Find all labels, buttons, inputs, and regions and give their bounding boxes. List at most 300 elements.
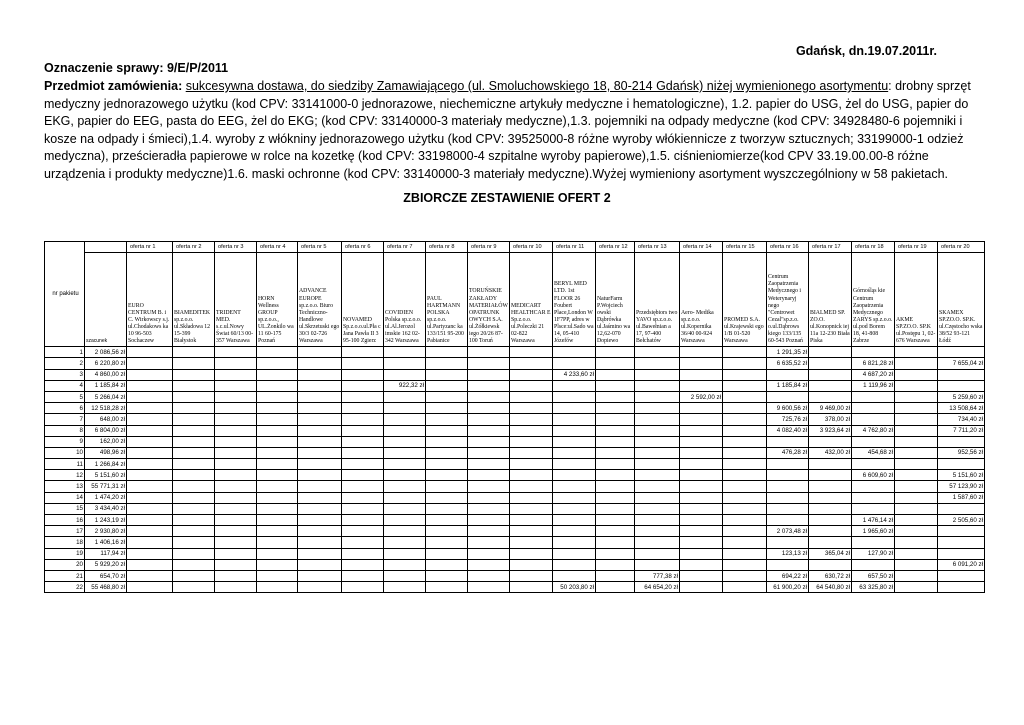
estimate-value: 5 929,20 zł [85, 559, 127, 570]
offer-price [723, 526, 767, 537]
offer-price [723, 503, 767, 514]
offer-price [723, 403, 767, 414]
estimate-value: 1 243,19 zł [85, 515, 127, 526]
offer-price [468, 425, 510, 436]
offer-price [553, 548, 596, 559]
offer-price [384, 403, 426, 414]
offer-price [723, 436, 767, 447]
offer-price [553, 570, 596, 581]
offer-price [426, 582, 468, 593]
offer-label: oferta nr 13 [635, 242, 680, 253]
offer-price [895, 358, 938, 369]
offer-price [680, 559, 723, 570]
offer-price [680, 380, 723, 391]
offer-price [680, 358, 723, 369]
offer-company: Przedsiębiors two YAVO sp.z.o.o. ul.Bawełnian a 17, 97-400 Bełchatów [635, 253, 680, 347]
offer-price [342, 347, 384, 358]
offer-price [553, 380, 596, 391]
offer-price: 432,00 zł [809, 447, 852, 458]
offer-price [895, 548, 938, 559]
subject-label: Przedmiot zamówienia [44, 79, 179, 93]
offer-price [468, 347, 510, 358]
offer-price [635, 447, 680, 458]
offer-company: Aero- Medika sp.z.o.o. ul.Kopernika 36/40 00-924 Warszawa [680, 253, 723, 347]
offer-price [215, 537, 257, 548]
offer-price [895, 347, 938, 358]
offer-price [342, 403, 384, 414]
estimate-value: 55 468,80 zł [85, 582, 127, 593]
offer-price [384, 459, 426, 470]
offer-price [468, 414, 510, 425]
offer-price [215, 369, 257, 380]
offer-price [127, 403, 173, 414]
offer-price [384, 391, 426, 402]
offer-price: 1 185,84 zł [767, 380, 809, 391]
offer-price [468, 559, 510, 570]
offer-price [468, 503, 510, 514]
offer-price [426, 526, 468, 537]
offer-price [852, 459, 895, 470]
offer-price: 9 469,00 zł [809, 403, 852, 414]
offer-price [680, 537, 723, 548]
offer-price [127, 414, 173, 425]
estimate-value: 6 804,00 zł [85, 425, 127, 436]
offer-price [384, 503, 426, 514]
offer-label: oferta nr 7 [384, 242, 426, 253]
offer-price [680, 481, 723, 492]
table-row [45, 481, 985, 492]
offer-label: oferta nr 10 [510, 242, 553, 253]
offer-price [553, 470, 596, 481]
offer-price [510, 481, 553, 492]
offer-price [215, 380, 257, 391]
offer-price [257, 503, 298, 514]
offer-price [767, 470, 809, 481]
offer-price [510, 380, 553, 391]
offer-price [635, 414, 680, 425]
pakiet-number: 2 [45, 358, 85, 369]
offer-price [468, 403, 510, 414]
offer-price [257, 436, 298, 447]
offer-price [173, 459, 215, 470]
offer-price [257, 425, 298, 436]
offer-price [298, 515, 342, 526]
table-row [45, 537, 985, 548]
offer-price [895, 481, 938, 492]
offer-price [215, 470, 257, 481]
offer-price [635, 526, 680, 537]
offer-price [938, 369, 985, 380]
offer-price [173, 436, 215, 447]
pakiet-number: 15 [45, 503, 85, 514]
offer-label: oferta nr 5 [298, 242, 342, 253]
offer-price [680, 459, 723, 470]
offer-price [342, 470, 384, 481]
offer-price [215, 447, 257, 458]
offer-price [938, 537, 985, 548]
estimate-value: 2 930,80 zł [85, 526, 127, 537]
offer-price [510, 492, 553, 503]
offer-price [215, 492, 257, 503]
offer-company: NOVAMED Sp.z.o.o.ul.Pła c Jana Pawła II 3 95-100 Zgierz [342, 253, 384, 347]
offer-label: oferta nr 18 [852, 242, 895, 253]
offer-price [298, 570, 342, 581]
offer-company: HORN Wellness GROUP sp.z.o.o., UL.Żonkilo wa 11 60-175 Poznań [257, 253, 298, 347]
offer-price [215, 459, 257, 470]
offer-price [127, 369, 173, 380]
offer-price [596, 515, 635, 526]
offer-price [173, 447, 215, 458]
table-row [45, 358, 985, 369]
pakiet-number: 1 [45, 347, 85, 358]
offer-price [680, 425, 723, 436]
estimate-value: 1 406,16 zł [85, 537, 127, 548]
offer-price [635, 358, 680, 369]
offer-price [342, 559, 384, 570]
pakiet-number: 20 [45, 559, 85, 570]
offer-price [298, 447, 342, 458]
offer-company: TRIDENT MED. s.c.ul.Nowy Świat 60/13 00-357 Warszawa [215, 253, 257, 347]
offer-price [298, 582, 342, 593]
offer-price [767, 492, 809, 503]
offer-price [173, 526, 215, 537]
offer-price [895, 526, 938, 537]
offer-price [510, 369, 553, 380]
offer-price: 6 635,52 zł [767, 358, 809, 369]
offer-price [767, 459, 809, 470]
offer-price [510, 548, 553, 559]
estimate-value: 117,94 zł [85, 548, 127, 559]
offer-price [298, 481, 342, 492]
offer-price [596, 447, 635, 458]
offer-price [342, 582, 384, 593]
offer-price [384, 582, 426, 593]
offer-label: oferta nr 1 [127, 242, 173, 253]
offer-price [215, 559, 257, 570]
offer-price [468, 582, 510, 593]
offer-price [342, 503, 384, 514]
offer-price [635, 391, 680, 402]
offer-price: 4 233,60 zł [553, 369, 596, 380]
offer-price [173, 582, 215, 593]
offer-price [767, 481, 809, 492]
offer-label: oferta nr 4 [257, 242, 298, 253]
offer-price [809, 358, 852, 369]
offer-price [852, 492, 895, 503]
offer-price [257, 403, 298, 414]
offer-price [384, 559, 426, 570]
offer-price [635, 470, 680, 481]
offer-price [468, 391, 510, 402]
offer-price [173, 470, 215, 481]
offer-price: 922,32 zł [384, 380, 426, 391]
table-row [45, 403, 985, 414]
offer-price [257, 526, 298, 537]
estimate-value: 654,70 zł [85, 570, 127, 581]
estimate-value: 162,00 zł [85, 436, 127, 447]
offer-price [723, 492, 767, 503]
offer-price [553, 403, 596, 414]
offer-price [723, 380, 767, 391]
offer-price [510, 425, 553, 436]
offer-price: 1 965,60 zł [852, 526, 895, 537]
offer-company: NaturFarm P.Wojciech owski Dąbrówka ul.Jaśmino wa 12,62-070 Dopiewo [596, 253, 635, 347]
offer-price: 657,50 zł [852, 570, 895, 581]
offer-price: 50 203,80 zł [553, 582, 596, 593]
offer-company: PAUL HARTMANN POLSKA sp.z.o.o. ul.Partyzanc ka 133/151 95-200 Pabianice [426, 253, 468, 347]
offer-label: oferta nr 14 [680, 242, 723, 253]
offer-price [298, 369, 342, 380]
offer-price: 4 762,80 zł [852, 425, 895, 436]
offer-price: 7 655,04 zł [938, 358, 985, 369]
offer-price [553, 347, 596, 358]
estimate-value: 55 771,31 zł [85, 481, 127, 492]
offer-price [298, 414, 342, 425]
offer-price [723, 537, 767, 548]
offer-price [127, 503, 173, 514]
offer-price [468, 492, 510, 503]
offer-price: 64 540,80 zł [809, 582, 852, 593]
offer-price: 952,56 zł [938, 447, 985, 458]
offer-price: 5 151,60 zł [938, 470, 985, 481]
table-row [45, 369, 985, 380]
offer-label: oferta nr 6 [342, 242, 384, 253]
offer-price [553, 559, 596, 570]
offer-price [426, 503, 468, 514]
offer-price [342, 391, 384, 402]
offer-price [767, 559, 809, 570]
offer-price [596, 425, 635, 436]
table-row [45, 380, 985, 391]
offer-price [342, 447, 384, 458]
offer-label: oferta nr 19 [895, 242, 938, 253]
offer-price [384, 414, 426, 425]
offer-price [426, 481, 468, 492]
offer-price [127, 537, 173, 548]
offer-price [173, 559, 215, 570]
offer-price [426, 425, 468, 436]
pakiet-number: 6 [45, 403, 85, 414]
offer-price [173, 515, 215, 526]
offer-price [809, 526, 852, 537]
offer-price [426, 414, 468, 425]
offer-price: 378,00 zł [809, 414, 852, 425]
pakiet-number: 5 [45, 391, 85, 402]
offer-price [173, 358, 215, 369]
offer-price [173, 492, 215, 503]
offer-price [298, 358, 342, 369]
offer-company: AKME SP.ZO.O. SP.K ul.Postępu 1, 02-676 Warszawa [895, 253, 938, 347]
offer-label: oferta nr 20 [938, 242, 985, 253]
offer-price [596, 369, 635, 380]
offer-price [635, 559, 680, 570]
offer-price [635, 503, 680, 514]
offer-price [680, 548, 723, 559]
offer-price [298, 436, 342, 447]
offer-price [426, 548, 468, 559]
offer-price [767, 537, 809, 548]
offer-price [257, 358, 298, 369]
offer-price: 777,38 zł [635, 570, 680, 581]
offer-price [596, 570, 635, 581]
offer-price [342, 515, 384, 526]
offer-price [596, 503, 635, 514]
offer-price [215, 391, 257, 402]
offer-price [635, 515, 680, 526]
offer-price [510, 358, 553, 369]
offer-price [426, 492, 468, 503]
offer-company: COVIDIEN Polska sp.z.o.o. ul.Al.Jerozol imskie 162 02-342 Warszawa [384, 253, 426, 347]
offer-price [257, 447, 298, 458]
offer-price [342, 436, 384, 447]
table-row [45, 526, 985, 537]
offer-price: 7 711,20 zł [938, 425, 985, 436]
offer-price: 734,40 zł [938, 414, 985, 425]
offer-label: oferta nr 17 [809, 242, 852, 253]
offer-price [384, 492, 426, 503]
offer-price [635, 369, 680, 380]
offer-price [895, 459, 938, 470]
offer-price [173, 347, 215, 358]
offer-price [298, 559, 342, 570]
offer-price [298, 503, 342, 514]
offer-price [257, 559, 298, 570]
table-row [45, 436, 985, 447]
offer-price [384, 369, 426, 380]
offer-price: 694,22 zł [767, 570, 809, 581]
offer-price [809, 537, 852, 548]
offer-price [510, 537, 553, 548]
table-row [45, 470, 985, 481]
subject-description: : drobny sprzęt medyczny jednorazowego użytku (kod CPV: 33141000-0 jednorazowe, niechemiczne artykuły medyczne i hematologiczne), 1.2. papier do USG, żel do USG, papier do EKG, papier do EEG, pasta do EEG, żel do EKG; (kod CPV: 33140000-3 materiały medyczne),1.3. pojemniki na odpady medyczne (kod CPV: 34928480-6 pojemniki i kosze na odpady i śmieci),1.4. wyroby z włókniny jednorazowego użytku (kod CPV: 39525000-8 różne wyroby włókiennicze z tworzyw sztucznych; 33199000-1 odzież medyczna), prześcieradła papierowe w rolce na kozetkę (kod CPV: 33198000-4 szpitalne wyroby papierowe),1.5. ciśnieniomierze(kod CPV 33.19.00.00-8 różne urządzenia i produkty medyczne)1.6. maski ochronne (kod CPV: 33140000-3 materiały medyczne).Wyżej wymieniony asortyment wyszczególniony w 58 pakietach. [44, 79, 971, 181]
offer-price [510, 436, 553, 447]
offer-price [767, 436, 809, 447]
offer-price [723, 582, 767, 593]
offer-price [215, 526, 257, 537]
offer-company: PROMED S.A. ul.Krajewski ego 1/B 01-520 Warszawa [723, 253, 767, 347]
offer-price [127, 526, 173, 537]
offer-price [895, 425, 938, 436]
offer-price [127, 459, 173, 470]
estimate-value: 1 474,20 zł [85, 492, 127, 503]
pakiet-header: nr pakietu [45, 242, 85, 347]
offer-price [426, 436, 468, 447]
offer-price [215, 503, 257, 514]
table-row [45, 503, 985, 514]
offer-price: 725,76 zł [767, 414, 809, 425]
offer-price [510, 559, 553, 570]
offers-summary-table [44, 241, 985, 593]
offer-price [553, 414, 596, 425]
offer-price [384, 436, 426, 447]
offer-price [895, 414, 938, 425]
offer-label: oferta nr 16 [767, 242, 809, 253]
offer-price [596, 436, 635, 447]
offer-price [468, 481, 510, 492]
offer-price [342, 548, 384, 559]
pakiet-number: 22 [45, 582, 85, 593]
offer-price [809, 436, 852, 447]
pakiet-number: 8 [45, 425, 85, 436]
offer-price [680, 414, 723, 425]
offer-price [426, 380, 468, 391]
offer-price [809, 492, 852, 503]
offer-price [680, 492, 723, 503]
offer-price [596, 414, 635, 425]
offer-price [723, 369, 767, 380]
offer-company: BIAMEDITEK sp.z.o.o. ul.Składowa 12 15-399 Białystok [173, 253, 215, 347]
offer-price [468, 358, 510, 369]
table-row [45, 447, 985, 458]
offer-price [426, 537, 468, 548]
offer-price [298, 347, 342, 358]
offer-price [215, 582, 257, 593]
offer-price [938, 526, 985, 537]
offer-price [257, 459, 298, 470]
offer-price [426, 515, 468, 526]
offer-company: ADVANCE EUROPE sp.z.o.o. Biuro Techniczno-Handlowe ul.Skrzetuski ego 30/3 02-726 Warszawa [298, 253, 342, 347]
offer-price [384, 526, 426, 537]
offer-price [384, 537, 426, 548]
offer-company: TORUŃSKIE ZAKŁADY MATERIAŁÓW OPATRUNK OWYCH S.A. ul.Żółkiewsk iego 20/26 87-100 Toruń [468, 253, 510, 347]
offer-price [342, 492, 384, 503]
offer-price [596, 548, 635, 559]
offer-price [680, 447, 723, 458]
offer-price [680, 570, 723, 581]
offer-price: 1 476,14 zł [852, 515, 895, 526]
offer-price [342, 358, 384, 369]
offer-price [342, 369, 384, 380]
offer-price: 57 123,90 zł [938, 481, 985, 492]
offer-price [852, 537, 895, 548]
offer-price: 6 609,60 zł [852, 470, 895, 481]
offer-price: 5 259,60 zł [938, 391, 985, 402]
offer-price [596, 559, 635, 570]
offer-price [723, 459, 767, 470]
offer-price [895, 380, 938, 391]
table-row [45, 347, 985, 358]
offer-price [298, 526, 342, 537]
offer-price [596, 391, 635, 402]
estimate-value: 5 266,04 zł [85, 391, 127, 402]
offer-company: SKAMEX SP.ZO.O. SP.K. ul.Częstocho wska 38/52 93-121 Łódź [938, 253, 985, 347]
offer-price [553, 481, 596, 492]
offer-price [596, 537, 635, 548]
estimate-value: 1 185,84 zł [85, 380, 127, 391]
offer-price [127, 391, 173, 402]
offer-price [127, 548, 173, 559]
offer-price [298, 459, 342, 470]
offer-price [298, 548, 342, 559]
offer-price [723, 515, 767, 526]
table-row [45, 582, 985, 593]
estimate-value: 1 266,84 zł [85, 459, 127, 470]
offer-price [426, 369, 468, 380]
table-row [45, 559, 985, 570]
offer-price [127, 447, 173, 458]
offer-price [384, 515, 426, 526]
offer-company: MEDICART HEALTHCAR E Sp.z.o.o. ul.Poleczki 21 02-822 Warszawa [510, 253, 553, 347]
offer-price [809, 459, 852, 470]
offer-price [553, 436, 596, 447]
offer-price [596, 358, 635, 369]
table-row [45, 515, 985, 526]
offer-price [426, 391, 468, 402]
offer-price [809, 391, 852, 402]
offer-label: oferta nr 15 [723, 242, 767, 253]
offer-price [553, 358, 596, 369]
offer-price [596, 582, 635, 593]
